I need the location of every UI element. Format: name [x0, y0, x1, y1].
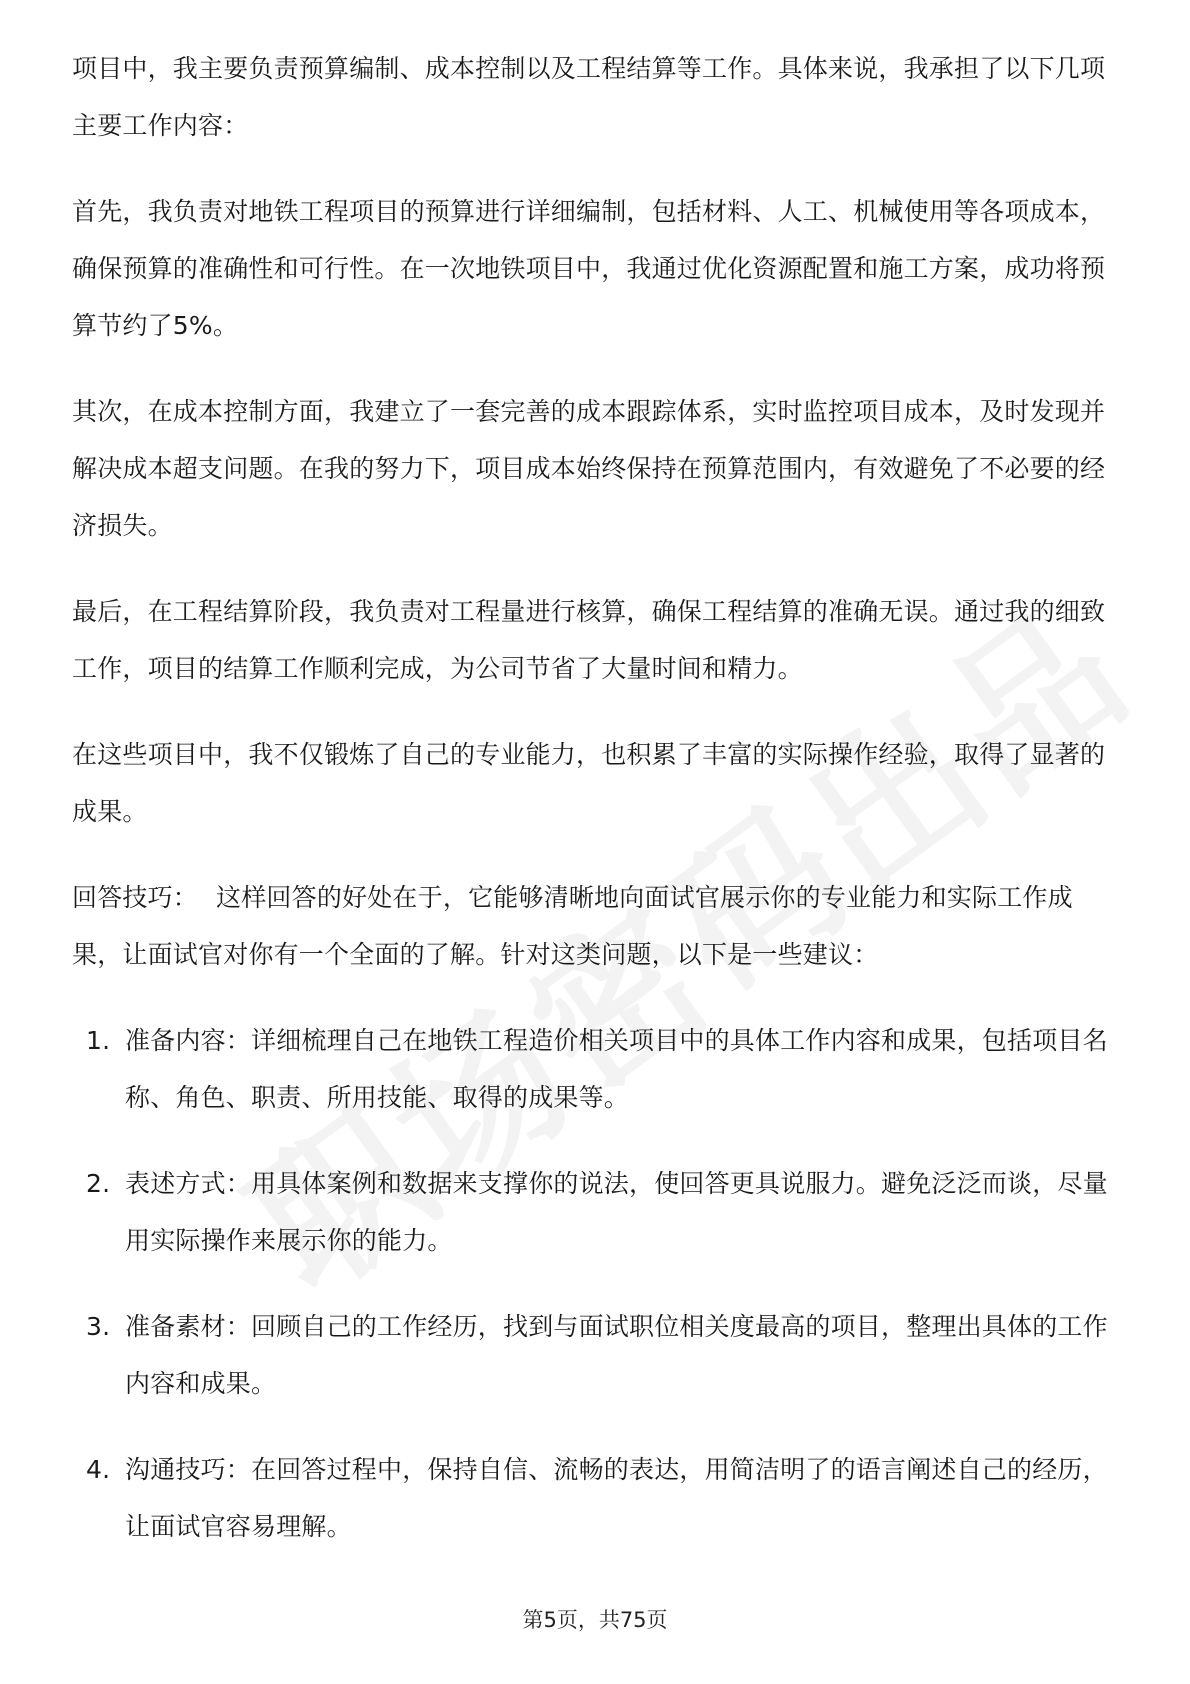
- page-number: 第5页，共75页: [522, 1608, 668, 1632]
- list-item-text: 准备素材：回顾自己的工作经历，找到与面试职位相关度最高的项目，整理出具体的工作内容和成果。: [125, 1312, 1108, 1398]
- list-item-number: 2.: [86, 1169, 111, 1198]
- list-item: [72, 1441, 1122, 1555]
- paragraph-intro: 项目中，我主要负责预算编制、成本控制以及工程结算等工作。具体来说，我承担了以下几项主要工作内容：: [72, 54, 1106, 140]
- list-item-number: 4.: [86, 1455, 111, 1484]
- list-item-text: 准备内容：详细梳理自己在地铁工程造价相关项目中的具体工作内容和成果，包括项目名称、角色、职责、所用技能、取得的成果等。: [125, 1026, 1108, 1112]
- paragraph-first: 首先，我负责对地铁工程项目的预算进行详细编制，包括材料、人工、机械使用等各项成本，确保预算的准确性和可行性。在一次地铁项目中，我通过优化资源配置和施工方案，成功将预算节约了5%。: [72, 197, 1106, 340]
- document-body: [72, 40, 1122, 1584]
- list-item: [72, 1155, 1122, 1269]
- paragraph-summary: 在这些项目中，我不仅锻炼了自己的专业能力，也积累了丰富的实际操作经验，取得了显著的成果。: [72, 740, 1106, 826]
- answer-tips-text: 这样回答的好处在于，它能够清晰地向面试官展示你的专业能力和实际工作成果，让面试官对你有一个全面的了解。针对这类问题，以下是一些建议：: [72, 883, 1073, 969]
- list-item: [72, 1298, 1122, 1412]
- answer-tips: [72, 869, 1122, 983]
- list-item-text: 沟通技巧：在回答过程中，保持自信、流畅的表达，用简洁明了的语言阐述自己的经历，让面试官容易理解。: [125, 1455, 1108, 1541]
- list-item-number: 3.: [86, 1312, 111, 1341]
- paragraph-last: 最后，在工程结算阶段，我负责对工程量进行核算，确保工程结算的准确无误。通过我的细致工作，项目的结算工作顺利完成，为公司节省了大量时间和精力。: [72, 597, 1106, 683]
- suggestion-list: [72, 1012, 1122, 1555]
- list-item: [72, 1012, 1122, 1126]
- list-item-number: 1.: [86, 1026, 111, 1055]
- answer-tips-label: 回答技巧：: [72, 883, 199, 912]
- paragraph-second: 其次，在成本控制方面，我建立了一套完善的成本跟踪体系，实时监控项目成本，及时发现并解决成本超支问题。在我的努力下，项目成本始终保持在预算范围内，有效避免了不必要的经济损失。: [72, 397, 1106, 540]
- list-item-text: 表述方式：用具体案例和数据来支撑你的说法，使回答更具说服力。避免泛泛而谈，尽量用实际操作来展示你的能力。: [125, 1169, 1108, 1255]
